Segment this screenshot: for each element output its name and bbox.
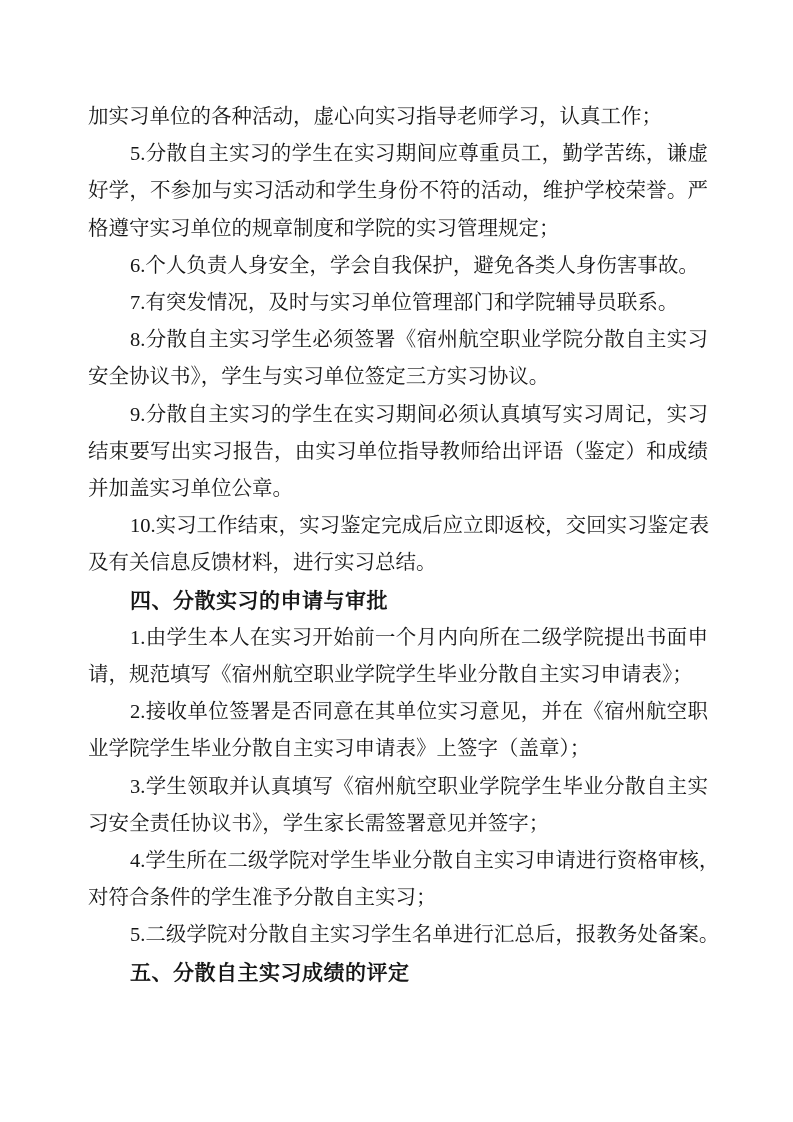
text-line: 9.分散自主实习的学生在实习期间必须认真填写实习周记，实习	[130, 403, 708, 426]
paragraph-item-6	[88, 248, 708, 285]
paragraph-continuation	[88, 99, 708, 136]
text-line: 习安全责任协议书》，学生家长需签署意见并签字；	[88, 812, 550, 835]
text-line: 8.分散自主实习学生必须签署《宿州航空职业学院分散自主实习	[130, 329, 708, 352]
paragraph-apply-4	[88, 843, 720, 917]
text-line: 安全协议书》，学生与实习单位签定三方实习协议。	[88, 366, 550, 389]
paragraph-apply-1	[88, 620, 708, 694]
text-line: 10.实习工作结束，实习鉴定完成后应立即返校，交回实习鉴定表	[130, 515, 710, 538]
paragraph-item-8	[88, 322, 708, 396]
paragraph-item-7	[88, 285, 708, 322]
paragraph-item-9	[88, 397, 708, 509]
paragraph-apply-2	[88, 694, 708, 768]
text-line: 4.学生所在二级学院对学生毕业分散自主实习申请进行资格审核，	[130, 850, 720, 873]
text-line: 并加盖实习单位公章。	[88, 478, 293, 501]
text-line: 5.分散自主实习的学生在实习期间应尊重员工，勤学苦练，谦虚	[130, 143, 708, 166]
section-heading-5	[88, 955, 708, 992]
text-line: 结束要写出实习报告，由实习单位指导教师给出评语（鉴定）和成绩	[88, 440, 708, 463]
text-line: 5.二级学院对分散自主实习学生名单进行汇总后，报教务处备案。	[130, 924, 720, 947]
text-line: 加实习单位的各种活动，虚心向实习指导老师学习，认真工作；	[88, 106, 662, 128]
text-line: 2.接收单位签署是否同意在其单位实习意见，并在《宿州航空职	[130, 701, 708, 724]
text-line: 7.有突发情况，及时与实习单位管理部门和学院辅导员联系。	[130, 292, 679, 315]
text-line: 业学院学生毕业分散自主实习申请表》上签字（盖章）；	[88, 738, 591, 761]
text-line: 请，规范填写《宿州航空职业学院学生毕业分散自主实习申请表》；	[88, 664, 693, 687]
text-line: 好学，不参加与实习活动和学生身份不符的活动，维护学校荣誉。严	[88, 180, 708, 203]
paragraph-item-10	[88, 508, 708, 582]
text-line: 对符合条件的学生准予分散自主实习；	[88, 887, 437, 910]
text-line: 1.由学生本人在实习开始前一个月内向所在二级学院提出书面申	[130, 626, 708, 649]
text-line: 格遵守实习单位的规章制度和学院的实习管理规定；	[88, 217, 560, 240]
heading-text: 四、分散实习的申请与审批	[130, 588, 388, 613]
text-line: 3.学生领取并认真填写《宿州航空职业学院学生毕业分散自主实	[130, 775, 708, 798]
text-line: 及有关信息反馈材料，进行实习总结。	[88, 552, 437, 575]
paragraph-apply-3	[88, 769, 708, 843]
paragraph-item-5	[88, 136, 708, 248]
text-line: 6.个人负责人身安全，学会自我保护，避免各类人身伤害事故。	[130, 254, 699, 277]
heading-text: 五、分散自主实习成绩的评定	[130, 960, 410, 985]
page-body	[88, 99, 720, 992]
section-heading-4	[88, 583, 708, 620]
paragraph-apply-5	[88, 917, 720, 954]
